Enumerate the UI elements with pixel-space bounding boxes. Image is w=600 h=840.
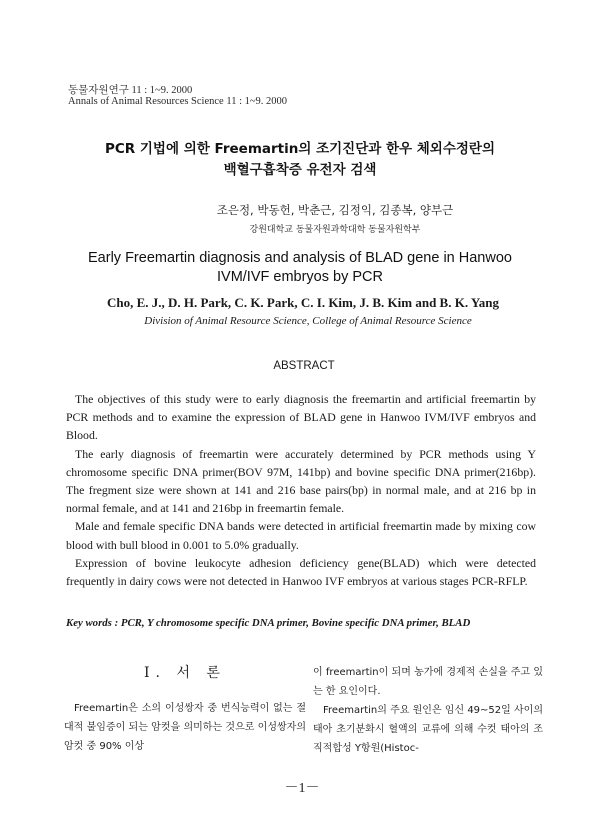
korean-title-line-1: PCR 기법에 의한 Freemartin의 조기진단과 한우 체외수정란의: [104, 141, 496, 157]
korean-affiliation: 강원대학교 동물자원과학대학 동물자원학부: [249, 225, 421, 235]
korean-title-line-2: 백혈구흡착증 유전자 검색: [223, 162, 377, 178]
english-affiliation: Division of Animal Resource Science, College of Animal Resource Science: [144, 315, 472, 327]
section-heading-introduction: Ⅰ. 서 론: [144, 665, 226, 681]
english-title-line-1: Early Freemartin diagnosis and analysis of BLAD gene in Hanwoo: [88, 250, 512, 266]
abstract-body: [66, 390, 536, 590]
english-title-line-2: IVM/IVF embryos by PCR: [217, 269, 383, 285]
right-column: [313, 663, 543, 758]
page-number: －1－: [284, 781, 320, 796]
keywords: Key words : PCR, Y chromosome specific DNA primer, Bovine specific DNA primer, BLAD: [66, 617, 471, 629]
left-column: [64, 663, 306, 756]
intro-paragraph-right-2: Freemartin의 주요 원인은 임신 49~52일 사이의 태아 초기분화시 혈액의 교류에 의해 수컷 태아의 조직적합성 Y항원(Histoc-: [313, 705, 543, 754]
intro-paragraph-right-1: 이 freemartin이 되며 농가에 경제적 손실을 주고 있는 한 요인이다.: [313, 667, 543, 697]
abstract-paragraph-3: Male and female specific DNA bands were detected in artificial freemartin made by mixing cow blood with bull blood in 0.001 to 5.0% gradually.: [66, 519, 536, 552]
korean-authors: 조은정, 박동헌, 박춘근, 김정익, 김종복, 양부근: [216, 203, 454, 217]
journal-citation-english: Annals of Animal Resources Science 11 : 1~9. 2000: [68, 96, 288, 107]
abstract-paragraph-2: The early diagnosis of freemartin were accurately determined by PCR methods using Y chromosome specific DNA primer(BOV 97M, 141bp) and bovine specific DNA primer(216bp). The fregment size were shown at 141 and 216 base pairs(bp) in normal male, and at 216 bp in normal female, and at 141 and 216bp in freemartin female.: [66, 446, 536, 516]
intro-paragraph-left: Freemartin은 소의 이성쌍자 중 번식능력이 없는 절대적 불임증이 되는 암컷을 의미하는 것으로 이성쌍자의 암컷 중 90% 이상: [64, 703, 306, 752]
english-authors: Cho, E. J., D. H. Park, C. K. Park, C. I. Kim, J. B. Kim and B. K. Yang: [106, 295, 500, 310]
journal-citation-korean: 동물자원연구 11 : 1~9. 2000: [68, 85, 193, 96]
abstract-paragraph-1: The objectives of this study were to early diagnosis the freemartin and artificial freemartin by PCR methods and to examine the expression of BLAD gene in Hanwoo IVM/IVF embryos and Blood.: [66, 392, 536, 443]
abstract-heading: ABSTRACT: [273, 360, 335, 372]
abstract-paragraph-4: Expression of bovine leukocyte adhesion deficiency gene(BLAD) which were detected frequently in dairy cows were not detected in Hanwoo IVF embryos at various stages PCR-RFLP.: [66, 555, 536, 589]
